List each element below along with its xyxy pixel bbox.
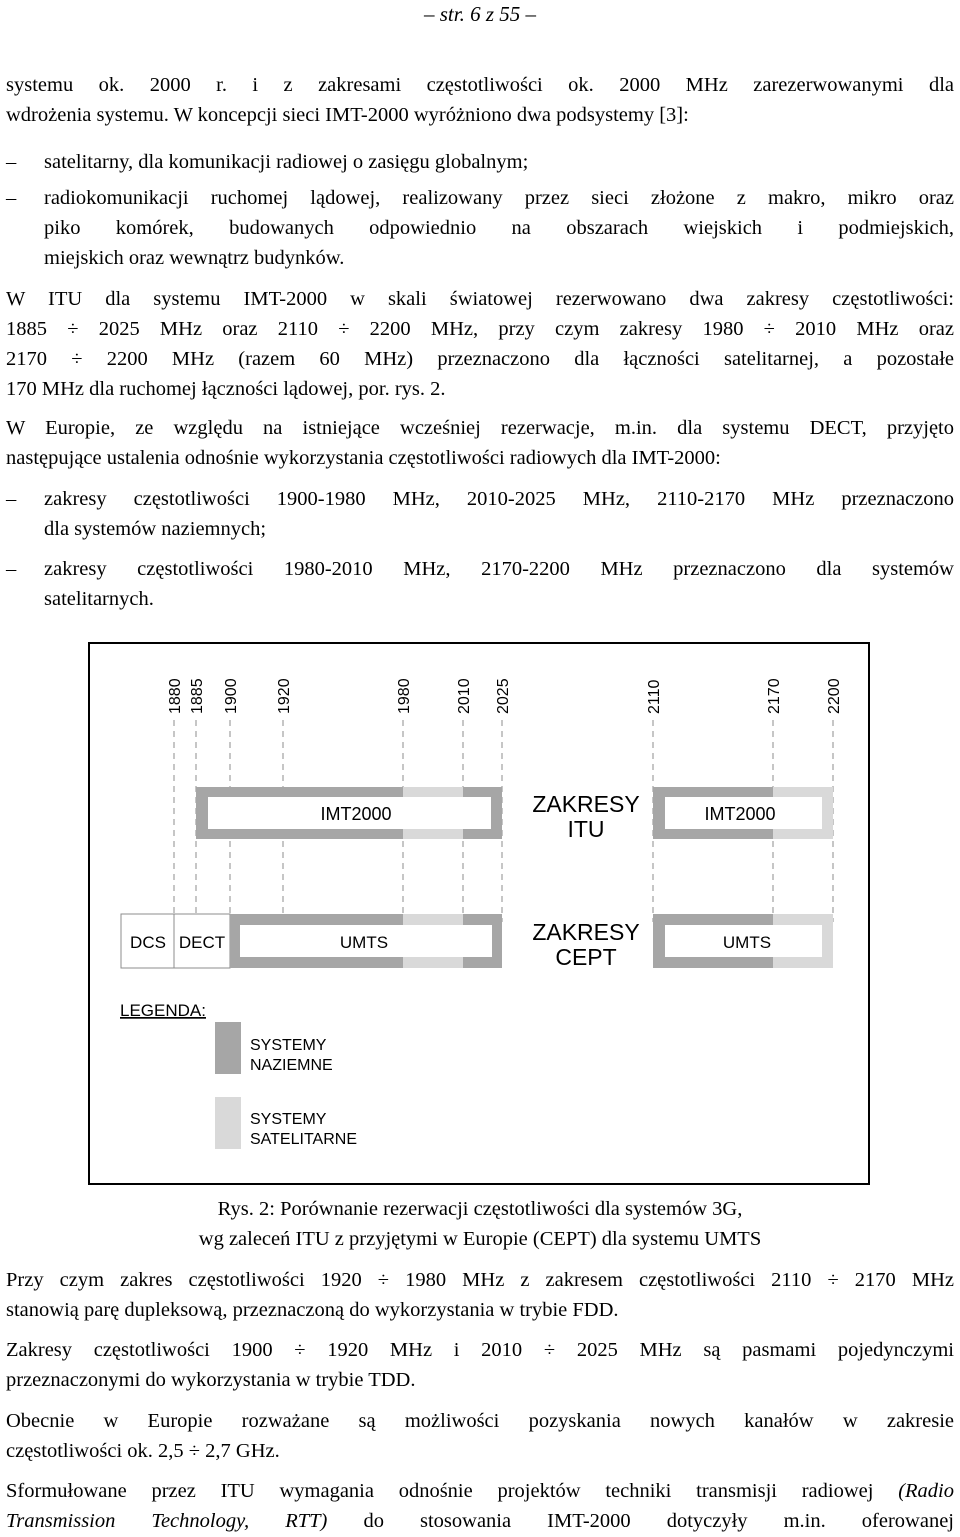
tick-label-1980: 1980 (396, 678, 413, 714)
cept-range-label-1: ZAKRESY (532, 919, 640, 945)
bullet-item: miejskich oraz wewnątrz budynków. (44, 247, 345, 269)
bullet-item: satelitarnych. (44, 588, 154, 610)
paragraph-line: W Europie, ze względu na istniejące wcześniej rezerwacje, m.in. dla systemu DECT, przyjęto (6, 417, 954, 439)
cept-umts-right-label: UMTS (722, 933, 772, 952)
paragraph-line: Przy czym zakres częstotliwości 1920 ÷ 1980 MHz z zakresem częstotliwości 2110 ÷ 2170 MHz (6, 1269, 954, 1291)
paragraph-line (6, 1476, 954, 1506)
legend-swatch-satellite (215, 1097, 241, 1149)
bullet-dash: – (6, 151, 17, 173)
legend-terrestrial-label-1: SYSTEMY (250, 1037, 327, 1054)
figure-caption-line-2: wg zaleceń ITU z przyjętymi w Europie (CEPT) dla systemu UMTS (198, 1228, 762, 1250)
text-run: do stosowania IMT-2000 dotyczyły m.in. oferowanej (363, 1510, 954, 1532)
tick-label-1900: 1900 (223, 678, 240, 714)
tick-label-1880: 1880 (167, 678, 184, 714)
paragraph-line: wdrożenia systemu. W koncepcji sieci IMT-2000 wyróżniono dwa podsystemy [3]: (6, 104, 689, 126)
paragraph-line: stanowią parę dupleksową, przeznaczoną do wykorzystania w trybie FDD. (6, 1299, 619, 1321)
bullet-dash: – (6, 187, 17, 209)
bullet-dash: – (6, 558, 17, 580)
tick-label-1920: 1920 (276, 678, 293, 714)
paragraph-line: Obecnie w Europie rozważane są możliwości pozyskania nowych kanałów w zakresie (6, 1410, 954, 1432)
paragraph-line: 170 MHz dla ruchomej łączności lądowej, por. rys. 2. (6, 378, 446, 400)
legend-swatch-terrestrial (215, 1022, 241, 1074)
paragraph-line: 1885 ÷ 2025 MHz oraz 2110 ÷ 2200 MHz, przy czym zakresy 1980 ÷ 2010 MHz oraz (6, 318, 954, 340)
itu-imt2000-right-label: IMT2000 (704, 804, 776, 824)
itu-range-label-2: ITU (567, 816, 605, 842)
bullet-item: zakresy częstotliwości 1900-1980 MHz, 2010-2025 MHz, 2110-2170 MHz przeznaczono (44, 488, 954, 510)
tick-label-2025: 2025 (495, 678, 512, 714)
paragraph-line: W ITU dla systemu IMT-2000 w skali światowej rezerwowano dwa zakresy częstotliwości: (6, 288, 954, 310)
italic-run: Transmission Technology, RTT) (6, 1510, 328, 1532)
frequency-allocation-diagram (88, 642, 872, 1188)
paragraph-line: Zakresy częstotliwości 1900 ÷ 1920 MHz i 2010 ÷ 2025 MHz są pasmami pojedynczymi (6, 1339, 954, 1361)
cept-range-label-2: CEPT (555, 944, 617, 970)
bullet-item: radiokomunikacji ruchomej lądowej, realizowany przez sieci złożone z makro, mikro oraz (44, 187, 954, 209)
tick-label-1885: 1885 (189, 678, 206, 714)
cept-umts-left-label: UMTS (339, 933, 389, 952)
bullet-dash: – (6, 488, 17, 510)
italic-run: (Radio (898, 1480, 954, 1502)
bullet-item: piko komórek, budowanych odpowiednio na obszarach wiejskich i podmiejskich, (44, 217, 954, 239)
text-run: Sformułowane przez ITU wymagania odnośnie projektów techniki transmisji radiowej (6, 1480, 874, 1502)
bullet-item: satelitarny, dla komunikacji radiowej o zasięgu globalnym; (44, 151, 529, 173)
paragraph-line: 2170 ÷ 2200 MHz (razem 60 MHz) przeznaczono dla łączności satelitarnej, a pozostałe (6, 348, 954, 370)
tick-label-2200: 2200 (826, 678, 843, 714)
legend-satellite-label-1: SYSTEMY (250, 1111, 327, 1128)
tick-label-2010: 2010 (456, 678, 473, 714)
paragraph-line: następujące ustalenia odnośnie wykorzystania częstotliwości radiowych dla IMT-2000: (6, 447, 721, 469)
cept-dcs-label: DCS (130, 933, 166, 952)
paragraph-line (6, 1506, 954, 1536)
cept-row (121, 914, 833, 970)
bullet-item: dla systemów naziemnych; (44, 518, 267, 540)
tick-label-2170: 2170 (766, 678, 783, 714)
paragraph-line: systemu ok. 2000 r. i z zakresami częstotliwości ok. 2000 MHz zarezerwowanymi dla (6, 74, 954, 96)
paragraph-line: przeznaczonymi do wykorzystania w trybie TDD. (6, 1369, 416, 1391)
cept-dect-label: DECT (178, 933, 226, 952)
page-header (0, 0, 960, 28)
figure-caption-line-1: Rys. 2: Porównanie rezerwacji częstotliwości dla systemów 3G, (217, 1198, 743, 1220)
paragraph-line: częstotliwości ok. 2,5 ÷ 2,7 GHz. (6, 1440, 280, 1462)
page-number: – str. 6 z 55 – (423, 2, 537, 26)
legend-terrestrial-label-2: NAZIEMNE (250, 1057, 333, 1074)
itu-imt2000-left-label: IMT2000 (320, 804, 392, 824)
bullet-item: zakresy częstotliwości 1980-2010 MHz, 2170-2200 MHz przeznaczono dla systemów (44, 558, 954, 580)
legend-satellite-label-2: SATELITARNE (250, 1131, 357, 1148)
legend-title: LEGENDA: (120, 1001, 206, 1020)
tick-label-2110: 2110 (646, 679, 663, 714)
itu-range-label-1: ZAKRESY (532, 791, 640, 817)
